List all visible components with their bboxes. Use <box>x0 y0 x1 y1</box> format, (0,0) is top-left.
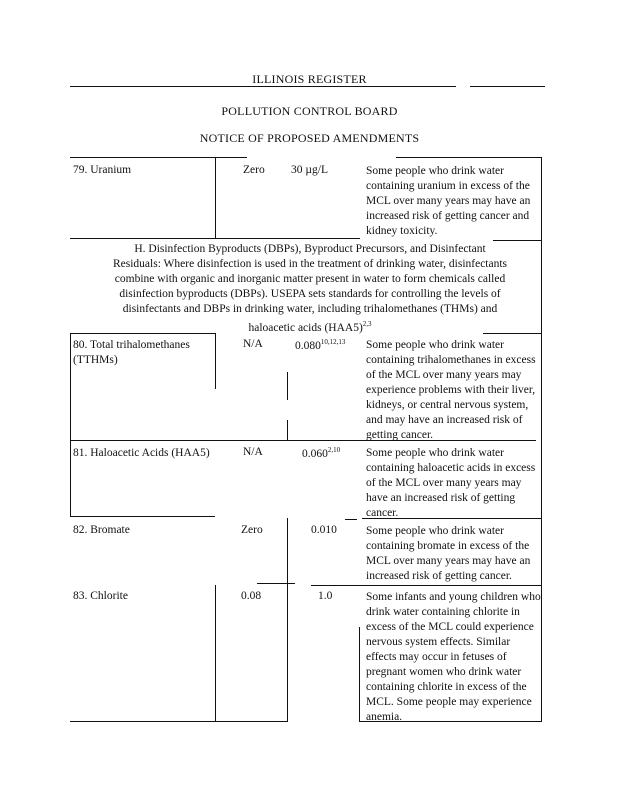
row-mclg: 0.08 <box>241 590 262 602</box>
header-rule <box>70 86 456 87</box>
row-mcl: 0.010 <box>311 524 337 536</box>
section-footnote: 2,3 <box>362 320 372 328</box>
mcl-value: 0.060 <box>302 447 328 460</box>
row-mclg: N/A <box>243 446 263 458</box>
row-mclg: N/A <box>243 338 263 350</box>
column-divider <box>287 372 288 400</box>
board-title: POLLUTION CONTROL BOARD <box>221 104 398 118</box>
table-rule <box>70 238 360 239</box>
row-description: Some people who drink water containing uranium in excess of the MCL over many years may have an increased risk of getting cancer and kidney toxicity. <box>366 165 531 237</box>
row-name: 82. Bromate <box>73 524 130 536</box>
column-divider <box>287 518 288 722</box>
row-mcl: 1.0 <box>318 590 333 602</box>
row-name: 80. Total trihalomethanes (TTHMs) <box>73 339 190 366</box>
table-rule <box>70 157 247 158</box>
table-rule <box>311 585 542 586</box>
column-divider <box>215 585 216 722</box>
table-rule <box>70 516 215 517</box>
row-description: Some people who drink water containing haloacetic acids in excess of the MCL over many years may have an increased risk of getting cancer. <box>366 447 536 519</box>
row-description: Some people who drink water containing trihalomethanes in excess of the MCL over many years may experience problems with their liver, kidneys, or central nervous system, and may have an increased risk of getting cancer. <box>366 339 536 441</box>
row-name: 81. Haloacetic Acids (HAA5) <box>73 447 210 459</box>
row-mcl <box>295 338 345 352</box>
table-rule <box>70 721 287 722</box>
column-divider <box>215 157 216 238</box>
table-rule <box>257 583 295 584</box>
row-description: Some infants and young children who drink water containing chlorite in excess of the MCL could experience nervous system effects. Similar effects may occur in fetuses of pregnant women who drink water containing chlorite in excess of the MCL. Some people may experience anemia. <box>366 591 541 723</box>
row-mclg: Zero <box>241 524 263 536</box>
table-rule <box>396 157 542 158</box>
table-rule <box>345 519 357 520</box>
mcl-value: 0.080 <box>295 339 321 352</box>
header-rule-short <box>470 86 545 87</box>
register-title: ILLINOIS REGISTER <box>252 72 367 86</box>
mcl-footnote: 2,10 <box>327 446 341 454</box>
table-rule <box>493 240 541 241</box>
column-divider <box>215 333 216 389</box>
table-left-border <box>70 333 71 516</box>
notice-title: NOTICE OF PROPOSED AMENDMENTS <box>199 131 420 145</box>
row-mcl: 30 µg/L <box>291 164 328 176</box>
row-mcl <box>302 446 340 460</box>
section-h-text: H. Disinfection Byproducts (DBPs), Byproduct Precursors, and Disinfectant Residuals: Where disinfection is used in the treatment of drinking water, disinfectants combine with organic and inorganic matter present in water to form chemicals called disinfection byproducts (DBPs). USEPA sets standards for controlling the levels of disinfectants and DBPs in drinking water, including trihalomethanes (THMs) and haloacetic acids (HAA5) <box>112 243 508 334</box>
row-description: Some people who drink water containing bromate in excess of the MCL over many years may have an increased risk of getting cancer. <box>366 525 531 582</box>
row-name: 79. Uranium <box>73 164 132 176</box>
mcl-footnote: 10,12,13 <box>320 338 346 346</box>
column-divider <box>287 420 288 440</box>
row-mclg: Zero <box>243 164 265 176</box>
row-name: 83. Chlorite <box>73 590 128 602</box>
section-h-paragraph <box>110 242 510 336</box>
column-divider <box>359 627 360 722</box>
